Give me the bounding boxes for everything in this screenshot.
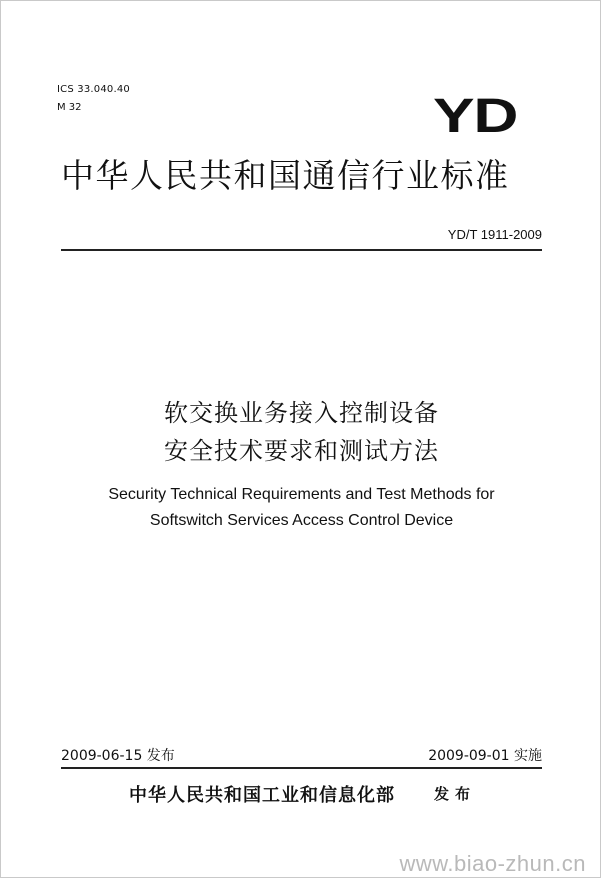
bottom-divider	[61, 767, 542, 769]
document-title-zh-line2: 安全技术要求和测试方法	[164, 437, 439, 465]
document-title-en-line2: Softswitch Services Access Control Device	[149, 512, 454, 529]
category-code: M 32	[57, 102, 82, 113]
document-title-en-line1: Security Technical Requirements and Test Methods for	[108, 486, 495, 503]
issue-date: 2009-06-15 发布	[61, 748, 175, 764]
ics-code: ICS 33.040.40	[57, 84, 130, 95]
standard-title: 中华人民共和国通信行业标准	[61, 156, 510, 195]
site-watermark: www.biao-zhun.cn	[399, 851, 586, 876]
document-title-zh-line1: 软交换业务接入控制设备	[164, 399, 439, 427]
yd-logo: YD	[433, 90, 518, 143]
top-divider	[61, 249, 542, 251]
issuing-authority: 中华人民共和国工业和信息化部	[129, 785, 395, 806]
issue-label: 发布	[434, 785, 477, 803]
implementation-date: 2009-09-01 实施	[428, 748, 542, 764]
standard-number: YD/T 1911-2009	[447, 227, 542, 242]
